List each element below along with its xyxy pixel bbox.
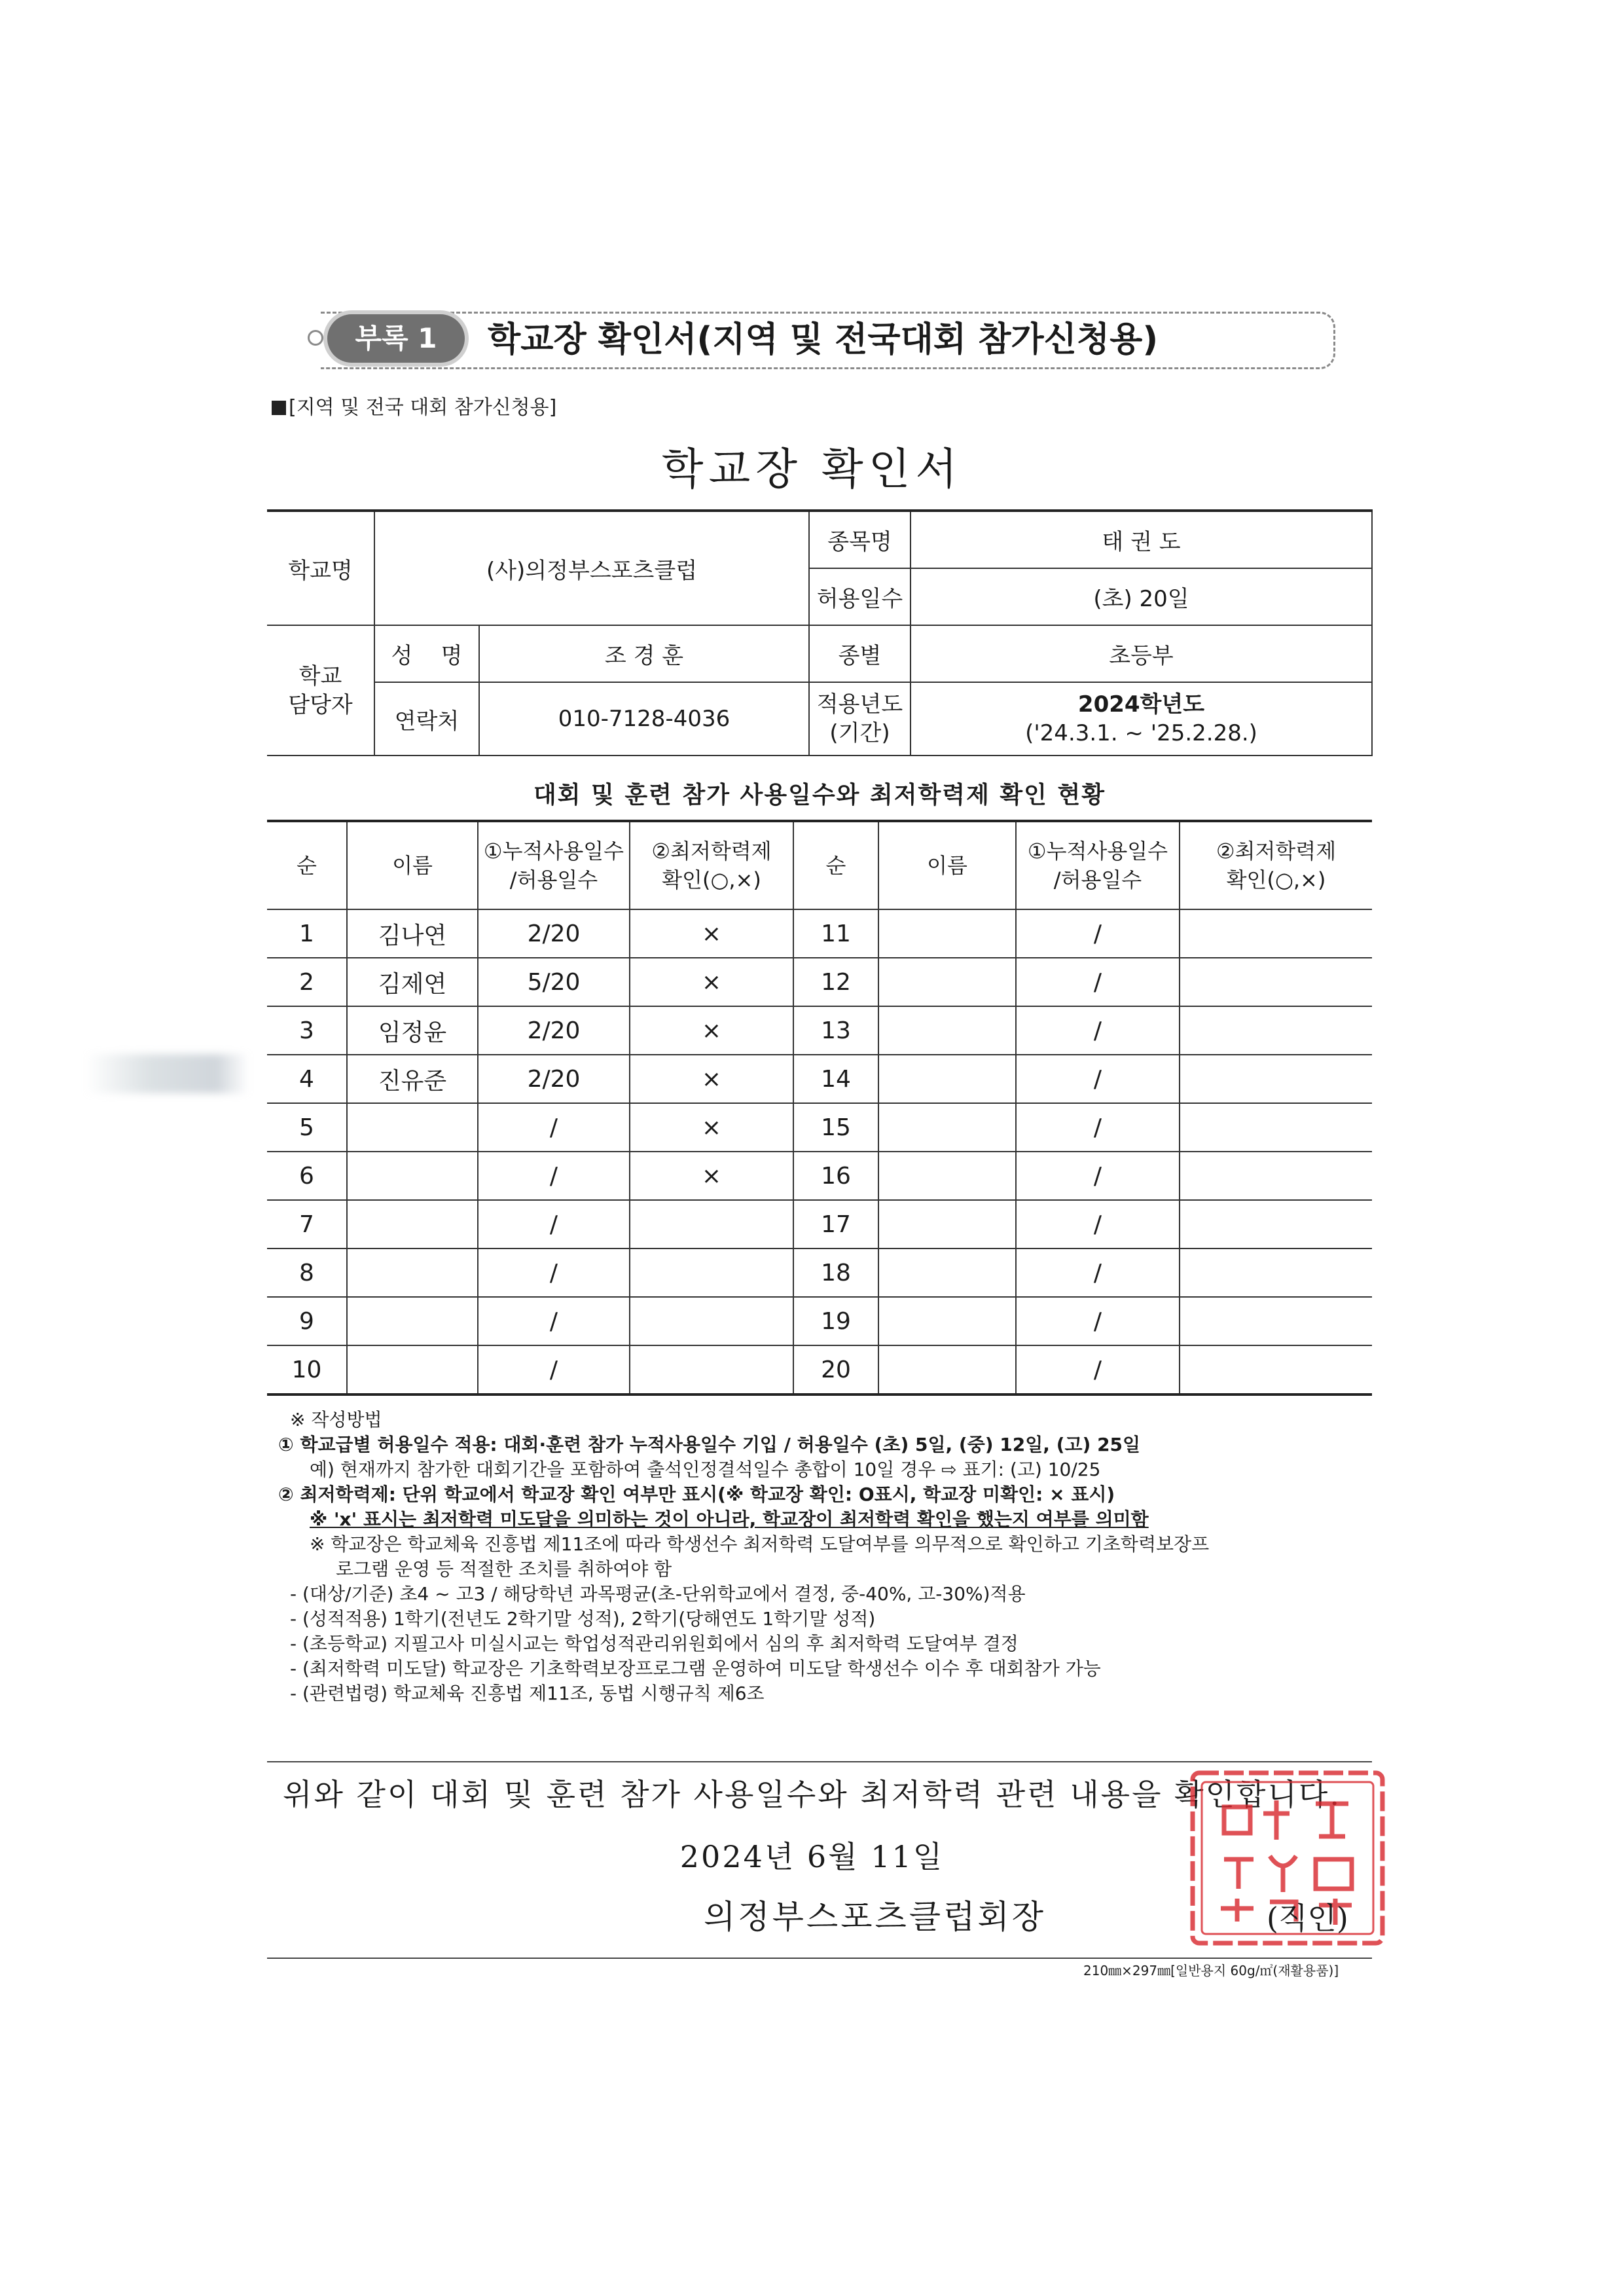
col-days-right-line2: /허용일수 — [1053, 867, 1142, 892]
cell-days-right: / — [1016, 1152, 1180, 1200]
detail-3: - (초등학교) 지필고사 미실시교는 학업성적관리위원회에서 심의 후 최저학력 도달여부 결정 — [290, 1633, 1019, 1654]
cell-days-left: / — [478, 1103, 630, 1152]
cell-check-right — [1180, 1152, 1372, 1200]
col-days-right-line1: ①누적사용일수 — [1027, 839, 1168, 864]
note-2-b-cont: 로그램 운영 등 적절한 조치를 취하여야 함 — [336, 1558, 672, 1580]
cell-name-left — [347, 1297, 478, 1345]
cell-days-left: 2/20 — [478, 909, 630, 958]
cell-days-left: / — [478, 1152, 630, 1200]
cell-name-right — [878, 1345, 1016, 1394]
col-check-right — [1180, 821, 1372, 909]
cell-name-left: 김나연 — [347, 909, 478, 958]
cell-days-left: / — [478, 1345, 630, 1394]
cell-check-right — [1180, 1006, 1372, 1055]
banner-title: 학교장 확인서(지역 및 전국대회 참가신청용) — [488, 320, 1159, 359]
cell-name-left: 임정윤 — [347, 1006, 478, 1055]
scan-smudge — [85, 1054, 249, 1093]
name-label: 성 명 — [374, 625, 479, 682]
cell-no-right: 15 — [793, 1103, 878, 1152]
year-label-line2: (기간) — [829, 720, 890, 746]
cell-days-right: / — [1016, 1297, 1180, 1345]
cell-check-left — [630, 1200, 793, 1248]
cell-check-left — [630, 1297, 793, 1345]
cell-name-right — [878, 1055, 1016, 1103]
cell-days-left: / — [478, 1297, 630, 1345]
cell-days-right: / — [1016, 1248, 1180, 1297]
year-value-line2: ('24.3.1. ~ '25.2.28.) — [1025, 720, 1257, 746]
table-row — [267, 1006, 1372, 1055]
event-label: 종목명 — [809, 511, 911, 568]
detail-1: - (대상/기준) 초4 ~ 고3 / 해당학년 과목평균(초-단위학교에서 결정, 중-40%, 고-30%)적용 — [290, 1583, 1026, 1605]
cell-name-left — [347, 1248, 478, 1297]
cell-check-left: × — [630, 1055, 793, 1103]
cell-no-left: 2 — [267, 958, 347, 1006]
col-check-right-line2: 확인(○,×) — [1226, 867, 1326, 892]
cell-name-left — [347, 1345, 478, 1394]
cell-no-left: 4 — [267, 1055, 347, 1103]
status-caption: 대회 및 훈련 참가 사용일수와 최저학력제 확인 현황 — [533, 782, 1106, 809]
cell-no-right: 11 — [793, 909, 878, 958]
table-row — [267, 1055, 1372, 1103]
year-label — [809, 682, 911, 756]
table-body — [267, 909, 1372, 1394]
detail-4: - (최저학력 미도달) 학교장은 기초학력보장프로그램 운영하여 미도달 학생선수 이수 후 대회참가 가능 — [290, 1658, 1101, 1679]
manager-label — [267, 625, 374, 756]
cell-days-right: / — [1016, 1055, 1180, 1103]
manager-label-line1: 학교 — [298, 663, 342, 689]
cell-no-right: 19 — [793, 1297, 878, 1345]
cell-check-left: × — [630, 1103, 793, 1152]
cell-no-right: 17 — [793, 1200, 878, 1248]
cell-check-right — [1180, 958, 1372, 1006]
cell-name-right — [878, 909, 1016, 958]
table-row — [267, 1297, 1372, 1345]
col-days-left — [478, 821, 630, 909]
signer-title: 의정부스포츠클럽회장 — [704, 1898, 1046, 1936]
cell-no-left: 3 — [267, 1006, 347, 1055]
cell-no-left: 1 — [267, 909, 347, 958]
name-value: 조 경 훈 — [479, 625, 809, 682]
cell-check-left — [630, 1248, 793, 1297]
cell-name-right — [878, 958, 1016, 1006]
cell-no-left: 5 — [267, 1103, 347, 1152]
cell-no-right: 12 — [793, 958, 878, 1006]
confirmation-text: 위와 같이 대회 및 훈련 참가 사용일수와 최저학력 관련 내용을 확인합니다. — [283, 1777, 1341, 1812]
cell-no-right: 16 — [793, 1152, 878, 1200]
cell-check-right — [1180, 1297, 1372, 1345]
cell-check-left: × — [630, 1006, 793, 1055]
col-check-left-line1: ②최저학력제 — [651, 839, 772, 864]
form-subtitle-text: [지역 및 전국 대회 참가신청용] — [289, 396, 557, 419]
detail-5: - (관련법령) 학교체육 진흥법 제11조, 동법 시행규칙 제6조 — [290, 1683, 765, 1704]
contact-label: 연락처 — [374, 682, 479, 756]
paper-spec: 210㎜×297㎜[일반용지 60g/㎡(재활용품)] — [1083, 1963, 1339, 1978]
table-row — [267, 909, 1372, 958]
manager-label-line2: 담당자 — [288, 691, 353, 718]
note-2: ② 최저학력제: 단위 학교에서 학교장 확인 여부만 표시(※ 학교장 확인: O표시, 학교장 미확인: × 표시) — [278, 1484, 1115, 1505]
cell-name-right — [878, 1152, 1016, 1200]
confirmation-date: 2024년 6월 11일 — [679, 1839, 945, 1874]
col-check-right-line1: ②최저학력제 — [1216, 839, 1337, 864]
cell-name-right — [878, 1103, 1016, 1152]
col-days-right — [1016, 821, 1180, 909]
note-2-b: ※ 학교장은 학교체육 진흥법 제11조에 따라 학생선수 최저학력 도달여부를 의무적으로 확인하고 기초학력보장프 — [310, 1533, 1210, 1555]
square-bullet-icon — [272, 401, 286, 415]
notes-heading: ※ 작성방법 — [290, 1409, 382, 1430]
cell-name-right — [878, 1200, 1016, 1248]
col-no-left: 순 — [267, 821, 347, 909]
table-row — [267, 1248, 1372, 1297]
form-subtitle — [272, 395, 556, 421]
cell-days-right: / — [1016, 1103, 1180, 1152]
cell-name-right — [878, 1006, 1016, 1055]
cell-days-right: / — [1016, 1345, 1180, 1394]
col-name-left: 이름 — [347, 821, 478, 909]
allowed-days-label: 허용일수 — [809, 568, 911, 625]
col-check-left-line2: 확인(○,×) — [662, 867, 761, 892]
col-no-right: 순 — [793, 821, 878, 909]
info-table — [267, 509, 1373, 756]
cell-no-right: 13 — [793, 1006, 878, 1055]
cell-check-right — [1180, 1103, 1372, 1152]
col-days-left-line2: /허용일수 — [509, 867, 598, 892]
cell-days-left: / — [478, 1248, 630, 1297]
cell-days-right: / — [1016, 909, 1180, 958]
instructions — [278, 1408, 1352, 1706]
header-banner — [308, 308, 1335, 373]
cell-name-left: 진유준 — [347, 1055, 478, 1103]
cell-name-left — [347, 1103, 478, 1152]
cell-days-right: / — [1016, 958, 1180, 1006]
cell-check-left: × — [630, 909, 793, 958]
cell-check-right — [1180, 1055, 1372, 1103]
note-1-example: 예) 현재까지 참가한 대회기간을 포함하여 출석인정결석일수 총합이 10일 경우 ⇨ 표기: (고) 10/25 — [310, 1459, 1101, 1480]
document-title: 학교장 확인서 — [661, 444, 963, 494]
cell-days-left: 5/20 — [478, 958, 630, 1006]
cell-name-left: 김제연 — [347, 958, 478, 1006]
detail-2: - (성적적용) 1학기(전년도 2학기말 성적), 2학기(당해연도 1학기말 성적) — [290, 1608, 876, 1630]
cell-days-right: / — [1016, 1006, 1180, 1055]
cell-days-left: / — [478, 1200, 630, 1248]
appendix-tag: 부록 1 — [327, 314, 465, 363]
cell-check-right — [1180, 909, 1372, 958]
participant-table — [267, 820, 1372, 1396]
cell-check-left — [630, 1345, 793, 1394]
cell-no-left: 9 — [267, 1297, 347, 1345]
cell-check-left: × — [630, 958, 793, 1006]
col-check-left — [630, 821, 793, 909]
table-row — [267, 1103, 1372, 1152]
cell-days-left: 2/20 — [478, 1006, 630, 1055]
cell-name-right — [878, 1248, 1016, 1297]
year-value — [911, 682, 1372, 756]
table-row — [267, 958, 1372, 1006]
table-row — [267, 1152, 1372, 1200]
cell-name-left — [347, 1152, 478, 1200]
cell-check-right — [1180, 1345, 1372, 1394]
year-label-line1: 적용년도 — [816, 691, 903, 718]
cell-no-right: 18 — [793, 1248, 878, 1297]
table-row — [267, 1345, 1372, 1394]
contact-value: 010-7128-4036 — [479, 682, 809, 756]
cell-no-left: 8 — [267, 1248, 347, 1297]
school-name-label: 학교명 — [267, 511, 374, 625]
school-name-value: (사)의정부스포츠클럽 — [374, 511, 809, 625]
col-name-right: 이름 — [878, 821, 1016, 909]
divider-bottom — [267, 1958, 1372, 1959]
note-2-a: ※ 'x' 표시는 최저학력 미도달을 의미하는 것이 아니라, 학교장이 최저학력 확인을 했는지 여부를 의미함 — [310, 1508, 1149, 1530]
division-value: 초등부 — [911, 625, 1372, 682]
cell-days-right: / — [1016, 1200, 1180, 1248]
note-1: ① 학교급별 허용일수 적용: 대회·훈련 참가 누적사용일수 기입 / 허용일수 (초) 5일, (중) 12일, (고) 25일 — [278, 1434, 1141, 1455]
cell-no-left: 10 — [267, 1345, 347, 1394]
allowed-days-value: (초) 20일 — [911, 568, 1372, 625]
table-row — [267, 1200, 1372, 1248]
cell-days-left: 2/20 — [478, 1055, 630, 1103]
table-header-row — [267, 821, 1372, 909]
cell-no-right: 14 — [793, 1055, 878, 1103]
col-days-left-line1: ①누적사용일수 — [483, 839, 624, 864]
cell-no-right: 20 — [793, 1345, 878, 1394]
cell-no-left: 6 — [267, 1152, 347, 1200]
seal-label: (직인) — [1267, 1901, 1348, 1936]
year-value-line1: 2024학년도 — [1077, 691, 1205, 718]
event-value: 태 권 도 — [911, 511, 1372, 568]
cell-no-left: 7 — [267, 1200, 347, 1248]
cell-check-right — [1180, 1200, 1372, 1248]
cell-check-right — [1180, 1248, 1372, 1297]
cell-check-left: × — [630, 1152, 793, 1200]
cell-name-left — [347, 1200, 478, 1248]
cell-name-right — [878, 1297, 1016, 1345]
division-label: 종별 — [809, 625, 911, 682]
